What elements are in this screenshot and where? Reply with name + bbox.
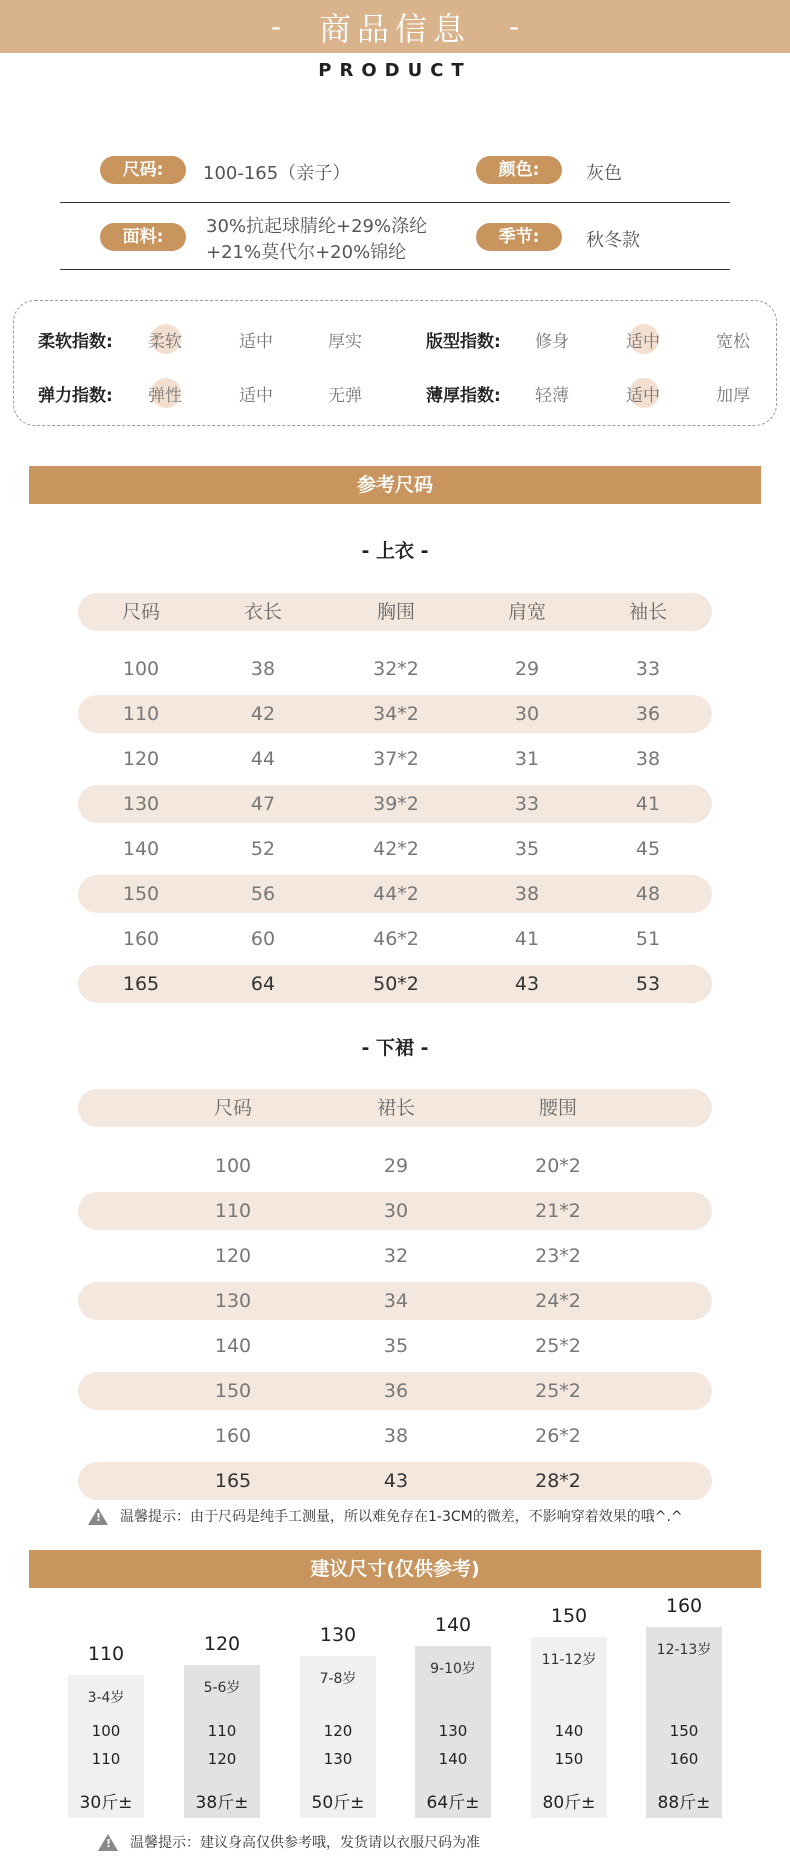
table-cell: 32*2 (373, 658, 419, 680)
table-row (78, 740, 712, 778)
table-cell: 43 (383, 1470, 409, 1492)
ref-size-bar: 参考尺码 (29, 466, 761, 504)
elasticity-option-none: 无弹 (328, 386, 362, 406)
table-cell: 33 (514, 793, 540, 815)
size-chart-label: 120 (203, 1633, 241, 1656)
table-cell: 110 (122, 703, 160, 725)
table-header-cell: 尺码 (213, 1097, 252, 1119)
size-chart-bar (184, 1665, 260, 1818)
table-cell: 38 (383, 1425, 409, 1447)
fit-option-loose: 宽松 (716, 332, 750, 352)
color-label-pill: 颜色: (476, 156, 562, 184)
table-cell: 25*2 (535, 1380, 581, 1402)
table-cell: 53 (635, 973, 661, 995)
table-cell: 31 (514, 748, 540, 770)
size-height-max: 110 (91, 1750, 121, 1768)
fabric-value-line1: 30%抗起球腈纶+29%涤纶 (206, 216, 428, 237)
table-row (78, 920, 712, 958)
header-dash-left: - (270, 10, 281, 43)
table-row (78, 875, 712, 913)
table-cell: 48 (635, 883, 661, 905)
skirt-table-heading: - 下裙 - (361, 1037, 429, 1059)
table-cell: 28*2 (535, 1470, 581, 1492)
table-header-cell: 肩宽 (507, 601, 546, 623)
fit-option-medium: 适中 (613, 327, 673, 352)
table-cell: 140 (122, 838, 160, 860)
size-age-range: 5-6岁 (203, 1680, 241, 1697)
table-cell: 160 (122, 928, 160, 950)
table-header-cell: 裙长 (376, 1097, 415, 1119)
size-weight: 30斤± (79, 1793, 133, 1813)
table-row (78, 650, 712, 688)
table-header-cell: 尺码 (121, 601, 160, 623)
table-cell: 120 (122, 748, 160, 770)
size-age-range: 7-8岁 (319, 1670, 357, 1687)
table-cell: 45 (635, 838, 661, 860)
header-dash-right: - (509, 10, 520, 43)
table-header-cell: 胸围 (376, 601, 415, 623)
table-cell: 41 (635, 793, 661, 815)
info-divider-2 (60, 269, 730, 270)
table-cell: 34 (383, 1290, 409, 1312)
table-cell: 32 (383, 1245, 409, 1267)
table-cell: 30 (383, 1200, 409, 1222)
size-weight: 88斤± (657, 1793, 711, 1813)
season-value: 秋冬款 (586, 230, 640, 251)
table-cell: 39*2 (373, 793, 419, 815)
color-value: 灰色 (586, 163, 622, 184)
table-row (78, 1237, 712, 1275)
table-cell: 130 (122, 793, 160, 815)
table-cell: 50*2 (373, 973, 419, 995)
thickness-option-thin: 轻薄 (535, 386, 569, 406)
size-chart-label: 160 (665, 1595, 703, 1617)
size-value: 100-165（亲子） (203, 163, 351, 184)
top-table-heading: - 上衣 - (361, 540, 429, 562)
table-row (78, 1192, 712, 1230)
table-row (78, 1327, 712, 1365)
table-cell: 29 (383, 1155, 409, 1177)
softness-label: 柔软指数: (38, 332, 113, 352)
size-weight: 80斤± (542, 1792, 596, 1813)
table-cell: 150 (214, 1380, 252, 1402)
table-cell: 30 (514, 703, 540, 725)
size-age-range: 3-4岁 (87, 1690, 125, 1706)
size-age-range: 9-10岁 (430, 1661, 476, 1678)
page-title: 商品信息 (318, 9, 471, 48)
table-cell: 35 (383, 1335, 409, 1357)
suggest-note (98, 1832, 480, 1852)
softness-option-thick: 厚实 (328, 332, 362, 352)
table-cell: 41 (514, 928, 540, 950)
size-height-min: 150 (669, 1722, 699, 1740)
table-cell: 140 (214, 1335, 252, 1357)
table-cell: 38 (250, 658, 276, 680)
suggest-size-bar: 建议尺寸(仅供参考) (29, 1550, 761, 1588)
thickness-option-medium: 适中 (613, 381, 673, 406)
size-age-range: 12-13岁 (656, 1642, 712, 1658)
table-cell: 51 (635, 928, 661, 950)
table-cell: 36 (635, 703, 661, 725)
table-header-cell: 衣长 (243, 601, 282, 623)
measurement-note (88, 1506, 683, 1526)
table-cell: 150 (122, 883, 160, 905)
table-cell: 36 (383, 1380, 409, 1402)
table-header-cell: 袖长 (628, 601, 667, 623)
warning-icon (98, 1834, 118, 1851)
size-height-max: 130 (323, 1749, 353, 1768)
size-weight: 38斤± (195, 1792, 249, 1813)
fabric-value-line2: +21%莫代尔+20%锦纶 (206, 242, 407, 263)
table-cell: 60 (250, 928, 276, 950)
table-row (78, 1282, 712, 1320)
table-row (78, 1147, 712, 1185)
header-band (0, 0, 790, 53)
thickness-label: 薄厚指数: (426, 386, 501, 406)
table-cell: 160 (214, 1425, 252, 1447)
table-cell: 24*2 (535, 1290, 581, 1312)
page-subtitle: PRODUCT (318, 60, 472, 81)
size-height-max: 140 (438, 1749, 468, 1768)
table-cell: 43 (514, 973, 540, 995)
table-header-row (78, 1089, 712, 1127)
table-cell: 47 (250, 793, 276, 815)
size-height-min: 130 (438, 1721, 468, 1740)
table-cell: 46*2 (373, 928, 419, 950)
table-cell: 165 (214, 1470, 252, 1492)
warning-icon (88, 1508, 108, 1525)
elasticity-option-elastic: 弹性 (135, 381, 195, 406)
size-weight: 50斤± (311, 1792, 365, 1813)
fit-option-slim: 修身 (535, 332, 569, 352)
size-chart-bar (300, 1656, 376, 1818)
size-chart-bar (68, 1675, 144, 1818)
size-height-min: 120 (323, 1721, 353, 1740)
table-cell: 37*2 (373, 748, 419, 770)
fit-label: 版型指数: (426, 332, 501, 352)
size-chart-bar (415, 1646, 491, 1818)
table-cell: 35 (514, 838, 540, 860)
season-label-pill: 季节: (476, 223, 562, 251)
softness-option-medium: 适中 (239, 332, 273, 352)
thickness-option-thick: 加厚 (716, 386, 750, 406)
size-chart-bar (646, 1627, 722, 1818)
size-chart-label: 140 (434, 1614, 472, 1637)
table-cell: 44 (250, 748, 276, 770)
table-cell: 29 (514, 658, 540, 680)
table-cell: 44*2 (373, 883, 419, 905)
table-cell: 110 (214, 1200, 252, 1222)
indices-box (13, 300, 777, 426)
size-height-min: 100 (91, 1722, 121, 1740)
table-row (78, 965, 712, 1003)
size-height-min: 140 (554, 1721, 584, 1740)
measurement-note-text: 温馨提示：由于尺码是纯手工测量，所以难免存在1-3CM的微差，不影响穿着效果的哦^.^ (120, 1509, 683, 1525)
size-age-range: 11-12岁 (541, 1651, 597, 1668)
table-row (78, 785, 712, 823)
table-header-cell: 腰围 (538, 1097, 577, 1119)
size-height-min: 110 (207, 1721, 237, 1740)
size-height-max: 120 (207, 1749, 237, 1768)
table-cell: 20*2 (535, 1155, 581, 1177)
size-chart-label: 110 (87, 1643, 125, 1665)
size-chart-label: 130 (319, 1623, 357, 1646)
fabric-label-pill: 面料: (100, 223, 186, 251)
table-header-row (78, 593, 712, 631)
table-cell: 26*2 (535, 1425, 581, 1447)
table-cell: 23*2 (535, 1245, 581, 1267)
table-cell: 34*2 (373, 703, 419, 725)
table-cell: 165 (122, 973, 160, 995)
table-row (78, 695, 712, 733)
table-cell: 25*2 (535, 1335, 581, 1357)
table-cell: 38 (635, 748, 661, 770)
table-cell: 21*2 (535, 1200, 581, 1222)
size-height-max: 160 (669, 1750, 699, 1768)
size-chart-bar (531, 1637, 607, 1818)
table-row (78, 830, 712, 868)
table-cell: 100 (122, 658, 160, 680)
table-row (78, 1372, 712, 1410)
size-label-pill: 尺码: (100, 156, 186, 184)
size-chart-label: 150 (550, 1604, 588, 1627)
size-height-max: 150 (554, 1749, 584, 1768)
table-cell: 130 (214, 1290, 252, 1312)
table-cell: 120 (214, 1245, 252, 1267)
table-row (78, 1417, 712, 1455)
table-cell: 38 (514, 883, 540, 905)
table-cell: 100 (214, 1155, 252, 1177)
table-cell: 42 (250, 703, 276, 725)
elasticity-label: 弹力指数: (38, 386, 113, 406)
table-cell: 42*2 (373, 838, 419, 860)
size-weight: 64斤± (426, 1792, 480, 1813)
suggest-note-text: 温馨提示：建议身高仅供参考哦，发货请以衣服尺码为准 (130, 1835, 480, 1851)
softness-option-soft: 柔软 (135, 327, 195, 352)
table-cell: 52 (250, 838, 276, 860)
info-divider-1 (60, 202, 730, 203)
elasticity-option-medium: 适中 (239, 386, 273, 406)
table-cell: 33 (635, 658, 661, 680)
table-row (78, 1462, 712, 1500)
table-cell: 64 (250, 973, 276, 995)
table-cell: 56 (250, 883, 276, 905)
